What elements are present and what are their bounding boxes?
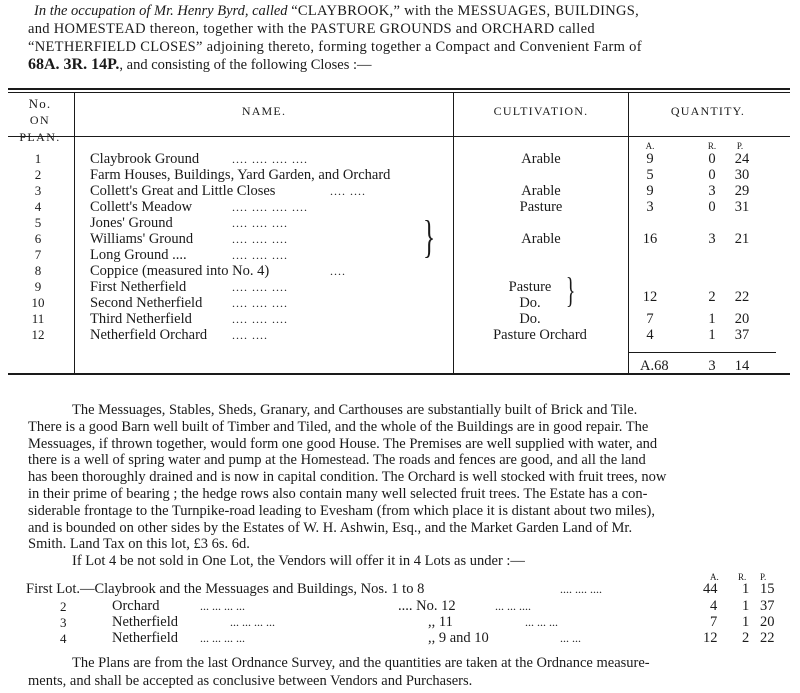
row-perches: 29 xyxy=(734,183,750,199)
row-name: Collett's Meadow xyxy=(90,199,193,215)
lots-unit-r: R. xyxy=(738,572,747,582)
header-name: NAME. xyxy=(241,104,287,118)
lot-row xyxy=(0,614,800,631)
row-roods: 0 xyxy=(708,167,716,183)
row-acres: 7 xyxy=(646,311,654,327)
lot-label: 3 xyxy=(60,615,67,630)
row-leader: .... xyxy=(330,264,346,278)
description-line: in their prime of bearing ; the hedge rows also contain many well selected fruit trees. The Estate has a con- xyxy=(28,485,648,502)
row-acres: 9 xyxy=(646,151,654,167)
description-line: there is a well of spring water and pump at the Homestead. The roads and fences are good, and all the land xyxy=(28,452,646,469)
lot-leader: ... ... xyxy=(560,631,581,645)
row-leader: .... .... xyxy=(232,328,268,342)
closing-line: ments, and shall be accepted as conclusive between Vendors and Purchasers. xyxy=(28,673,473,689)
row-no: 10 xyxy=(31,295,45,310)
lot-perches: 15 xyxy=(760,581,775,597)
lot-acres: 4 xyxy=(710,598,718,614)
row-acres: 9 xyxy=(646,183,654,199)
table-top-rule-thin xyxy=(8,92,790,93)
row-perches: 20 xyxy=(734,311,750,327)
lot-label: 4 xyxy=(60,631,67,646)
row-acres: 12 xyxy=(642,289,658,305)
lot-label: 2 xyxy=(60,599,67,614)
row-no: 12 xyxy=(31,327,45,342)
row-name: Coppice (measured into No. 4) xyxy=(90,263,270,279)
row-leader: .... .... .... .... xyxy=(232,152,308,166)
intro-line4-rest: , and consisting of the following Closes :— xyxy=(119,57,372,73)
row-leader: .... .... .... .... xyxy=(232,200,308,214)
lot-name: Netherfield xyxy=(112,630,179,646)
lot-roods: 1 xyxy=(742,581,750,597)
row-leader: .... .... .... xyxy=(232,232,288,246)
description-line: has been thoroughly drained and is now in capital condition. The Orchard is well stocked with fruit trees, now xyxy=(28,469,667,486)
table-row xyxy=(0,199,800,215)
unit-p: P. xyxy=(736,141,744,151)
row-perches: 31 xyxy=(734,199,750,215)
table-row xyxy=(0,151,800,167)
row-cultivation: Arable xyxy=(521,183,561,199)
header-cultivation: CULTIVATION. xyxy=(493,104,589,118)
unit-a: A. xyxy=(645,141,655,151)
header-no-on-plan xyxy=(10,95,70,146)
row-acres: 4 xyxy=(646,327,654,343)
row-perches: 37 xyxy=(734,327,750,343)
table-row xyxy=(0,289,800,311)
intro-area: 68A. 3R. 14P. xyxy=(28,56,120,73)
total-rule xyxy=(628,352,776,353)
description-line: The Messuages, Stables, Sheds, Granary, and Carthouses are substantially built of Brick and Tile. xyxy=(72,402,638,418)
row-name: Williams' Ground xyxy=(90,231,194,247)
table-row xyxy=(0,279,800,295)
row-roods: 1 xyxy=(708,327,716,343)
lot-acres: 7 xyxy=(710,614,718,630)
description-line: and is bounded on other sides by the Estates of W. H. Ashwin, Esq., and the Market Garden Land of Mr. xyxy=(28,519,633,536)
row-perches: 30 xyxy=(734,167,750,183)
row-acres: 3 xyxy=(646,199,654,215)
lot-name: Orchard xyxy=(112,598,160,614)
closing-line: The Plans are from the last Ordnance Survey, and the quantities are taken at the Ordnance measure- xyxy=(72,655,650,671)
table-total-row xyxy=(0,358,800,374)
lot-roods: 2 xyxy=(742,630,750,646)
table-top-rule xyxy=(8,88,790,90)
row-roods: 0 xyxy=(708,199,716,215)
description-line: Smith. Land Tax on this lot, £3 6s. 6d. xyxy=(28,536,250,553)
row-name: Claybrook Ground xyxy=(90,151,200,167)
row-name: First Netherfield xyxy=(90,279,187,295)
description-line: There is a good Barn well built of Timber and Tiled, and the whole of the Buildings are in good repair. The xyxy=(28,418,649,435)
lots-unit-p: P. xyxy=(760,572,767,582)
row-name: Third Netherfield xyxy=(90,311,192,327)
description-line: siderable frontage to the Turnpike-road leading to Evesham (from which place it is distant about two miles), xyxy=(28,502,655,519)
lot-reference: ,, 9 and 10 xyxy=(428,630,489,646)
lot-roods: 1 xyxy=(742,614,750,630)
row-leader: .... .... .... xyxy=(232,296,288,310)
table-row xyxy=(0,231,800,247)
lot-leader: .... .... .... xyxy=(560,582,602,596)
row-cultivation: Do. xyxy=(519,295,541,311)
row-cultivation: Arable xyxy=(521,231,561,247)
header-no: No. xyxy=(28,96,52,111)
row-name: Netherfield Orchard xyxy=(90,327,208,343)
row-roods: 3 xyxy=(708,183,716,199)
brace-icon: } xyxy=(565,270,576,310)
lot-perches: 20 xyxy=(760,614,775,630)
row-no: 11 xyxy=(31,311,45,326)
row-no: 9 xyxy=(34,279,42,294)
row-cultivation: Pasture xyxy=(508,279,552,295)
row-roods: 0 xyxy=(708,151,716,167)
closing-paragraph xyxy=(28,654,774,690)
row-leader: .... .... .... xyxy=(232,280,288,294)
table-row xyxy=(0,167,800,183)
row-name: Collett's Great and Little Closes xyxy=(90,183,276,199)
lot-leader: ... ... .... xyxy=(495,599,531,613)
intro-line3: “NETHERFIELD CLOSES” adjoining thereto, forming together a Compact and Convenient Farm of xyxy=(28,39,642,55)
header-quantity: QUANTITY. xyxy=(670,104,746,118)
lot-leader: ... ... ... ... xyxy=(200,599,245,613)
row-roods: 1 xyxy=(708,311,716,327)
row-acres: 5 xyxy=(646,167,654,183)
lot-reference: ,, 11 xyxy=(428,614,453,630)
header-on-plan: ON PLAN. xyxy=(19,113,61,144)
lot-row xyxy=(0,598,800,615)
total-perches: 14 xyxy=(734,358,750,374)
table-header-rule xyxy=(8,136,790,137)
lots-unit-a: A. xyxy=(710,572,719,582)
row-name: Second Netherfield xyxy=(90,295,203,311)
lot-perches: 22 xyxy=(760,630,775,646)
total-acres: A.68 xyxy=(640,358,669,374)
row-no: 4 xyxy=(34,199,42,214)
row-no: 5 xyxy=(34,215,42,230)
description-line: Messuages, if thrown together, would form one good House. The Premises are well supplied with water, and xyxy=(28,435,658,452)
table-row xyxy=(0,247,800,263)
intro-line1-rest: “CLAYBROOK,” with the MESSUAGES, BUILDINGS, xyxy=(291,3,640,19)
row-no: 7 xyxy=(34,247,42,262)
lot-leader: ... ... ... xyxy=(525,615,558,629)
lot-acres: 12 xyxy=(703,630,718,646)
lots-intro: If Lot 4 be not sold in One Lot, the Vendors will offer it in 4 Lots as under :— xyxy=(72,553,525,569)
brace-icon: } xyxy=(422,211,436,262)
row-perches: 21 xyxy=(734,231,750,247)
row-name: Long Ground .... xyxy=(90,247,187,263)
table-row xyxy=(0,263,800,279)
row-leader: .... .... .... xyxy=(232,312,288,326)
description-paragraph xyxy=(28,402,774,553)
intro-line2: and HOMESTEAD thereon, together with the PASTURE GROUNDS and ORCHARD called xyxy=(28,21,595,37)
row-cultivation: Arable xyxy=(521,151,561,167)
table-row xyxy=(0,327,800,343)
row-name: Farm Houses, Buildings, Yard Garden, and Orchard xyxy=(90,167,391,183)
row-no: 3 xyxy=(34,183,42,198)
row-leader: .... .... .... xyxy=(232,216,288,230)
row-no: 8 xyxy=(34,263,42,278)
table-row xyxy=(0,183,800,199)
row-name: Jones' Ground xyxy=(90,215,173,231)
lot-row xyxy=(0,581,800,598)
row-cultivation: Pasture Orchard xyxy=(493,327,587,343)
row-no: 2 xyxy=(34,167,42,182)
intro-paragraph xyxy=(28,2,788,74)
table-row xyxy=(0,215,800,231)
lot-leader: ... ... ... ... xyxy=(230,615,275,629)
intro-occupation: In the occupation of Mr. Henry Byrd, called xyxy=(34,3,288,19)
lot-reference: .... No. 12 xyxy=(398,598,456,614)
lot-acres: 44 xyxy=(703,581,718,597)
lot-name: Netherfield xyxy=(112,614,179,630)
row-leader: .... .... xyxy=(330,184,366,198)
row-no: 1 xyxy=(34,151,42,166)
unit-r: R. xyxy=(707,141,717,151)
row-perches: 22 xyxy=(734,289,750,305)
table-row xyxy=(0,311,800,327)
lot-row xyxy=(0,630,800,647)
total-roods: 3 xyxy=(708,358,716,374)
lot-perches: 37 xyxy=(760,598,775,614)
row-roods: 2 xyxy=(708,289,716,305)
row-roods: 3 xyxy=(708,231,716,247)
row-cultivation: Do. xyxy=(519,311,541,327)
row-leader: .... .... .... xyxy=(232,248,288,262)
lot-leader: ... ... ... ... xyxy=(200,631,245,645)
row-perches: 24 xyxy=(734,151,750,167)
lot-roods: 1 xyxy=(742,598,750,614)
lot-label: First Lot.—Claybrook and the Messuages and Buildings, Nos. 1 to 8 xyxy=(26,581,425,597)
row-acres: 16 xyxy=(642,231,658,247)
row-no: 6 xyxy=(34,231,42,246)
row-cultivation: Pasture xyxy=(519,199,563,215)
